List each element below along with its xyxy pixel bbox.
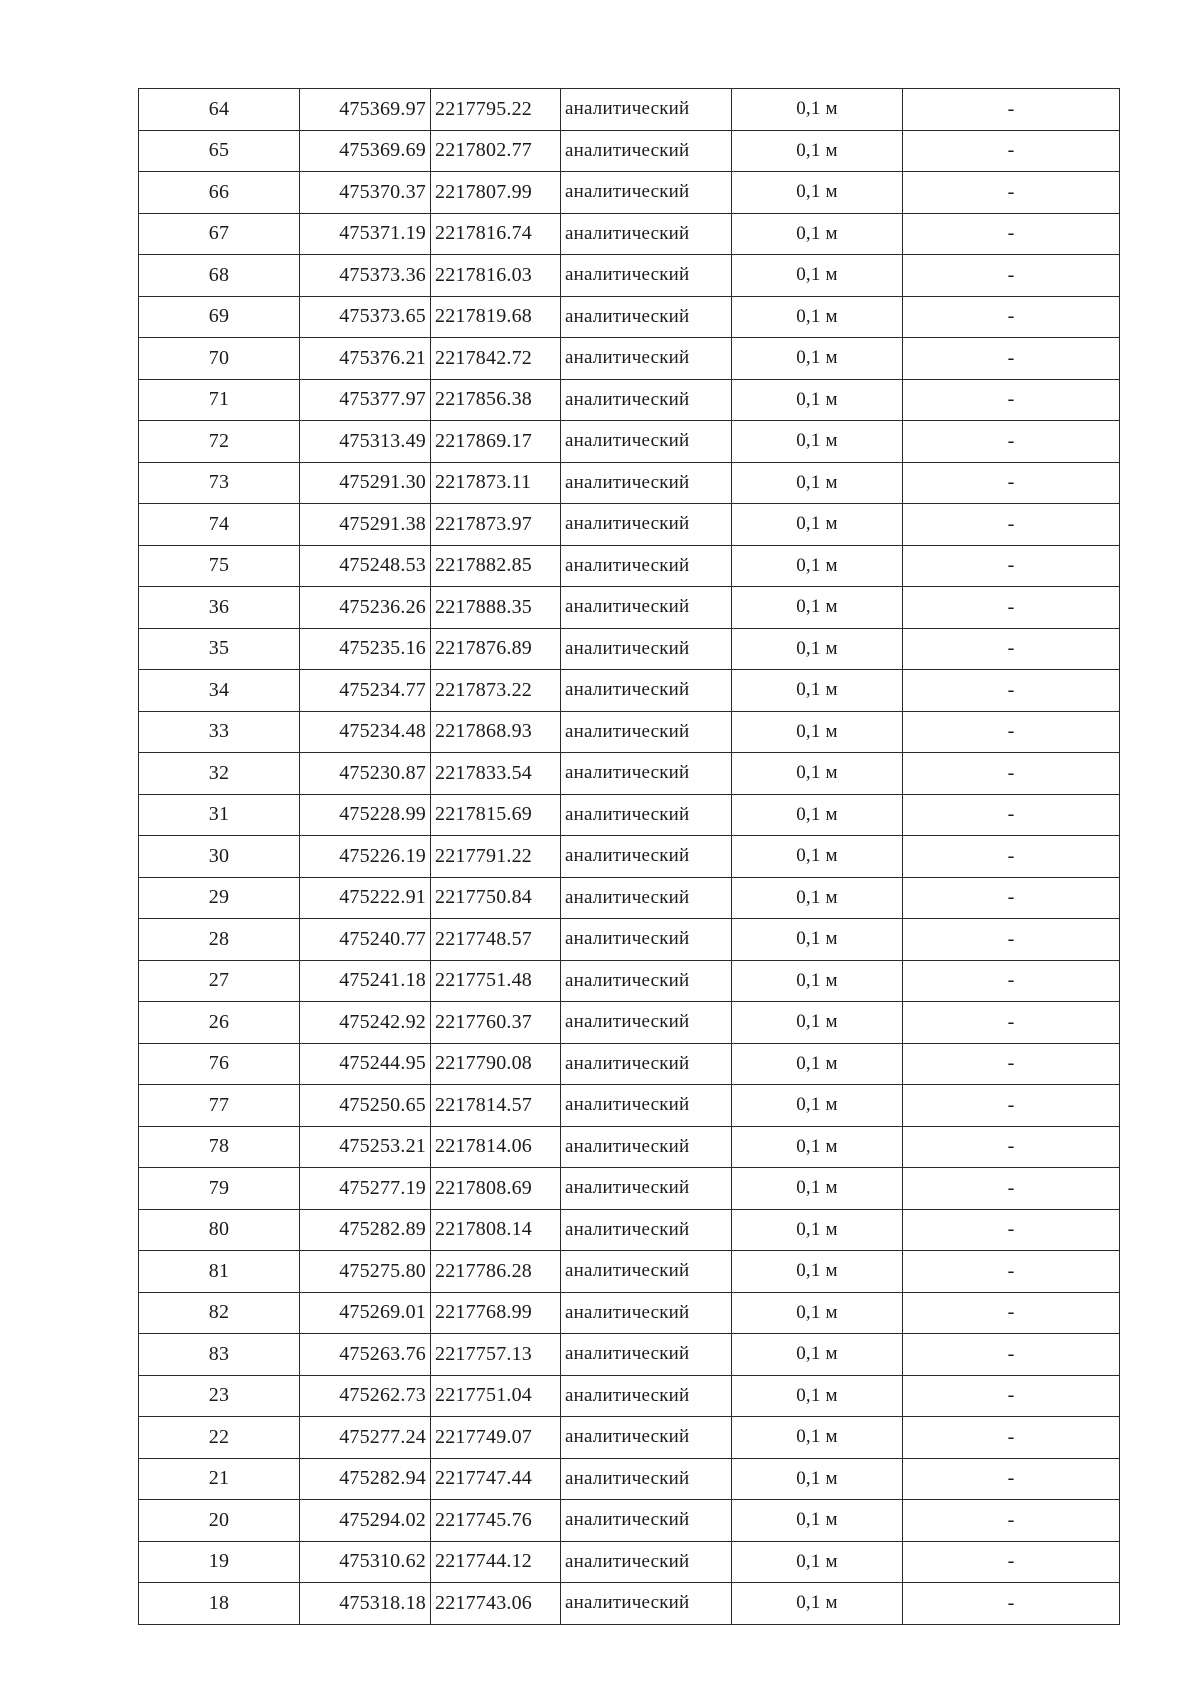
- method-cell: аналитический: [561, 89, 732, 131]
- point-number-cell: 83: [139, 1334, 300, 1376]
- x-coordinate-cell: 475369.69: [300, 130, 431, 172]
- x-coordinate-cell: 475370.37: [300, 172, 431, 214]
- y-coordinate-cell: 2217749.07: [431, 1417, 561, 1459]
- table-row: [139, 172, 1120, 214]
- accuracy-cell: 0,1 м: [732, 296, 903, 338]
- table-row: [139, 628, 1120, 670]
- table-row: [139, 711, 1120, 753]
- point-number-cell: 75: [139, 545, 300, 587]
- point-number-cell: 82: [139, 1292, 300, 1334]
- x-coordinate-cell: 475248.53: [300, 545, 431, 587]
- y-coordinate-cell: 2217747.44: [431, 1458, 561, 1500]
- y-coordinate-cell: 2217760.37: [431, 1002, 561, 1044]
- description-cell: -: [903, 1334, 1120, 1376]
- x-coordinate-cell: 475253.21: [300, 1126, 431, 1168]
- table-row: [139, 89, 1120, 131]
- point-number-cell: 22: [139, 1417, 300, 1459]
- accuracy-cell: 0,1 м: [732, 1500, 903, 1542]
- y-coordinate-cell: 2217814.06: [431, 1126, 561, 1168]
- point-number-cell: 21: [139, 1458, 300, 1500]
- y-coordinate-cell: 2217868.93: [431, 711, 561, 753]
- description-cell: -: [903, 753, 1120, 795]
- table-row: [139, 1209, 1120, 1251]
- method-cell: аналитический: [561, 1168, 732, 1210]
- description-cell: -: [903, 504, 1120, 546]
- table-row: [139, 753, 1120, 795]
- description-cell: -: [903, 1002, 1120, 1044]
- coordinates-table: [138, 88, 1120, 1625]
- method-cell: аналитический: [561, 172, 732, 214]
- description-cell: -: [903, 794, 1120, 836]
- accuracy-cell: 0,1 м: [732, 1002, 903, 1044]
- description-cell: -: [903, 877, 1120, 919]
- table-row: [139, 1500, 1120, 1542]
- x-coordinate-cell: 475371.19: [300, 213, 431, 255]
- description-cell: -: [903, 462, 1120, 504]
- accuracy-cell: 0,1 м: [732, 213, 903, 255]
- table-row: [139, 1126, 1120, 1168]
- description-cell: -: [903, 213, 1120, 255]
- y-coordinate-cell: 2217807.99: [431, 172, 561, 214]
- accuracy-cell: 0,1 м: [732, 1583, 903, 1625]
- method-cell: аналитический: [561, 877, 732, 919]
- point-number-cell: 79: [139, 1168, 300, 1210]
- description-cell: -: [903, 1292, 1120, 1334]
- method-cell: аналитический: [561, 711, 732, 753]
- method-cell: аналитический: [561, 1209, 732, 1251]
- table-row: [139, 1002, 1120, 1044]
- y-coordinate-cell: 2217816.74: [431, 213, 561, 255]
- y-coordinate-cell: 2217856.38: [431, 379, 561, 421]
- table-row: [139, 794, 1120, 836]
- description-cell: -: [903, 1375, 1120, 1417]
- description-cell: -: [903, 1209, 1120, 1251]
- table-row: [139, 836, 1120, 878]
- method-cell: аналитический: [561, 504, 732, 546]
- method-cell: аналитический: [561, 296, 732, 338]
- point-number-cell: 33: [139, 711, 300, 753]
- description-cell: -: [903, 172, 1120, 214]
- accuracy-cell: 0,1 м: [732, 462, 903, 504]
- accuracy-cell: 0,1 м: [732, 628, 903, 670]
- y-coordinate-cell: 2217743.06: [431, 1583, 561, 1625]
- point-number-cell: 34: [139, 670, 300, 712]
- method-cell: аналитический: [561, 794, 732, 836]
- y-coordinate-cell: 2217814.57: [431, 1085, 561, 1127]
- x-coordinate-cell: 475369.97: [300, 89, 431, 131]
- x-coordinate-cell: 475373.36: [300, 255, 431, 297]
- method-cell: аналитический: [561, 213, 732, 255]
- x-coordinate-cell: 475230.87: [300, 753, 431, 795]
- accuracy-cell: 0,1 м: [732, 1209, 903, 1251]
- table-row: [139, 1043, 1120, 1085]
- method-cell: аналитический: [561, 1417, 732, 1459]
- y-coordinate-cell: 2217795.22: [431, 89, 561, 131]
- method-cell: аналитический: [561, 960, 732, 1002]
- x-coordinate-cell: 475244.95: [300, 1043, 431, 1085]
- table-row: [139, 462, 1120, 504]
- x-coordinate-cell: 475291.30: [300, 462, 431, 504]
- point-number-cell: 31: [139, 794, 300, 836]
- point-number-cell: 65: [139, 130, 300, 172]
- table-row: [139, 1583, 1120, 1625]
- point-number-cell: 66: [139, 172, 300, 214]
- accuracy-cell: 0,1 м: [732, 960, 903, 1002]
- accuracy-cell: 0,1 м: [732, 255, 903, 297]
- table-row: [139, 877, 1120, 919]
- method-cell: аналитический: [561, 379, 732, 421]
- point-number-cell: 67: [139, 213, 300, 255]
- accuracy-cell: 0,1 м: [732, 130, 903, 172]
- table-row: [139, 213, 1120, 255]
- table-row: [139, 1375, 1120, 1417]
- x-coordinate-cell: 475236.26: [300, 587, 431, 629]
- point-number-cell: 76: [139, 1043, 300, 1085]
- accuracy-cell: 0,1 м: [732, 1458, 903, 1500]
- point-number-cell: 72: [139, 421, 300, 463]
- table-row: [139, 379, 1120, 421]
- point-number-cell: 32: [139, 753, 300, 795]
- table-row: [139, 670, 1120, 712]
- method-cell: аналитический: [561, 836, 732, 878]
- accuracy-cell: 0,1 м: [732, 587, 903, 629]
- method-cell: аналитический: [561, 1375, 732, 1417]
- x-coordinate-cell: 475277.24: [300, 1417, 431, 1459]
- table-row: [139, 1085, 1120, 1127]
- x-coordinate-cell: 475275.80: [300, 1251, 431, 1293]
- table-row: [139, 130, 1120, 172]
- y-coordinate-cell: 2217873.11: [431, 462, 561, 504]
- x-coordinate-cell: 475313.49: [300, 421, 431, 463]
- table-row: [139, 1541, 1120, 1583]
- accuracy-cell: 0,1 м: [732, 1126, 903, 1168]
- description-cell: -: [903, 1168, 1120, 1210]
- x-coordinate-cell: 475282.94: [300, 1458, 431, 1500]
- y-coordinate-cell: 2217819.68: [431, 296, 561, 338]
- accuracy-cell: 0,1 м: [732, 794, 903, 836]
- table-row: [139, 255, 1120, 297]
- y-coordinate-cell: 2217791.22: [431, 836, 561, 878]
- y-coordinate-cell: 2217815.69: [431, 794, 561, 836]
- method-cell: аналитический: [561, 1126, 732, 1168]
- description-cell: -: [903, 379, 1120, 421]
- x-coordinate-cell: 475241.18: [300, 960, 431, 1002]
- description-cell: -: [903, 255, 1120, 297]
- x-coordinate-cell: 475376.21: [300, 338, 431, 380]
- y-coordinate-cell: 2217768.99: [431, 1292, 561, 1334]
- point-number-cell: 80: [139, 1209, 300, 1251]
- accuracy-cell: 0,1 м: [732, 753, 903, 795]
- description-cell: -: [903, 960, 1120, 1002]
- table-row: [139, 338, 1120, 380]
- point-number-cell: 29: [139, 877, 300, 919]
- point-number-cell: 23: [139, 1375, 300, 1417]
- method-cell: аналитический: [561, 1541, 732, 1583]
- accuracy-cell: 0,1 м: [732, 711, 903, 753]
- description-cell: -: [903, 628, 1120, 670]
- description-cell: -: [903, 89, 1120, 131]
- x-coordinate-cell: 475242.92: [300, 1002, 431, 1044]
- point-number-cell: 18: [139, 1583, 300, 1625]
- x-coordinate-cell: 475318.18: [300, 1583, 431, 1625]
- method-cell: аналитический: [561, 545, 732, 587]
- accuracy-cell: 0,1 м: [732, 836, 903, 878]
- accuracy-cell: 0,1 м: [732, 1417, 903, 1459]
- table-row: [139, 1334, 1120, 1376]
- x-coordinate-cell: 475291.38: [300, 504, 431, 546]
- method-cell: аналитический: [561, 753, 732, 795]
- x-coordinate-cell: 475240.77: [300, 919, 431, 961]
- point-number-cell: 70: [139, 338, 300, 380]
- accuracy-cell: 0,1 м: [732, 670, 903, 712]
- point-number-cell: 68: [139, 255, 300, 297]
- table-row: [139, 1417, 1120, 1459]
- point-number-cell: 26: [139, 1002, 300, 1044]
- table-row: [139, 919, 1120, 961]
- y-coordinate-cell: 2217888.35: [431, 587, 561, 629]
- method-cell: аналитический: [561, 1043, 732, 1085]
- description-cell: -: [903, 1251, 1120, 1293]
- y-coordinate-cell: 2217757.13: [431, 1334, 561, 1376]
- x-coordinate-cell: 475277.19: [300, 1168, 431, 1210]
- y-coordinate-cell: 2217873.97: [431, 504, 561, 546]
- description-cell: -: [903, 1126, 1120, 1168]
- description-cell: -: [903, 919, 1120, 961]
- method-cell: аналитический: [561, 919, 732, 961]
- x-coordinate-cell: 475269.01: [300, 1292, 431, 1334]
- description-cell: -: [903, 421, 1120, 463]
- x-coordinate-cell: 475310.62: [300, 1541, 431, 1583]
- description-cell: -: [903, 587, 1120, 629]
- x-coordinate-cell: 475377.97: [300, 379, 431, 421]
- description-cell: -: [903, 836, 1120, 878]
- x-coordinate-cell: 475234.48: [300, 711, 431, 753]
- accuracy-cell: 0,1 м: [732, 877, 903, 919]
- description-cell: -: [903, 1043, 1120, 1085]
- y-coordinate-cell: 2217808.14: [431, 1209, 561, 1251]
- method-cell: аналитический: [561, 1583, 732, 1625]
- description-cell: -: [903, 711, 1120, 753]
- table-row: [139, 421, 1120, 463]
- accuracy-cell: 0,1 м: [732, 1334, 903, 1376]
- y-coordinate-cell: 2217790.08: [431, 1043, 561, 1085]
- description-cell: -: [903, 130, 1120, 172]
- y-coordinate-cell: 2217744.12: [431, 1541, 561, 1583]
- y-coordinate-cell: 2217751.48: [431, 960, 561, 1002]
- x-coordinate-cell: 475262.73: [300, 1375, 431, 1417]
- method-cell: аналитический: [561, 1334, 732, 1376]
- method-cell: аналитический: [561, 1085, 732, 1127]
- description-cell: -: [903, 545, 1120, 587]
- accuracy-cell: 0,1 м: [732, 379, 903, 421]
- method-cell: аналитический: [561, 1251, 732, 1293]
- x-coordinate-cell: 475373.65: [300, 296, 431, 338]
- accuracy-cell: 0,1 м: [732, 504, 903, 546]
- method-cell: аналитический: [561, 130, 732, 172]
- y-coordinate-cell: 2217745.76: [431, 1500, 561, 1542]
- y-coordinate-cell: 2217786.28: [431, 1251, 561, 1293]
- accuracy-cell: 0,1 м: [732, 1251, 903, 1293]
- table-row: [139, 1168, 1120, 1210]
- description-cell: -: [903, 1417, 1120, 1459]
- point-number-cell: 36: [139, 587, 300, 629]
- method-cell: аналитический: [561, 421, 732, 463]
- y-coordinate-cell: 2217816.03: [431, 255, 561, 297]
- point-number-cell: 71: [139, 379, 300, 421]
- point-number-cell: 69: [139, 296, 300, 338]
- method-cell: аналитический: [561, 1292, 732, 1334]
- accuracy-cell: 0,1 м: [732, 338, 903, 380]
- description-cell: -: [903, 1500, 1120, 1542]
- table-row: [139, 504, 1120, 546]
- y-coordinate-cell: 2217876.89: [431, 628, 561, 670]
- accuracy-cell: 0,1 м: [732, 1043, 903, 1085]
- point-number-cell: 20: [139, 1500, 300, 1542]
- table-row: [139, 296, 1120, 338]
- method-cell: аналитический: [561, 670, 732, 712]
- x-coordinate-cell: 475226.19: [300, 836, 431, 878]
- y-coordinate-cell: 2217748.57: [431, 919, 561, 961]
- method-cell: аналитический: [561, 628, 732, 670]
- method-cell: аналитический: [561, 255, 732, 297]
- x-coordinate-cell: 475235.16: [300, 628, 431, 670]
- accuracy-cell: 0,1 м: [732, 1168, 903, 1210]
- y-coordinate-cell: 2217842.72: [431, 338, 561, 380]
- table-row: [139, 545, 1120, 587]
- point-number-cell: 35: [139, 628, 300, 670]
- coordinates-table-body: [139, 89, 1120, 1625]
- y-coordinate-cell: 2217802.77: [431, 130, 561, 172]
- x-coordinate-cell: 475228.99: [300, 794, 431, 836]
- accuracy-cell: 0,1 м: [732, 172, 903, 214]
- table-row: [139, 587, 1120, 629]
- y-coordinate-cell: 2217808.69: [431, 1168, 561, 1210]
- y-coordinate-cell: 2217869.17: [431, 421, 561, 463]
- accuracy-cell: 0,1 м: [732, 545, 903, 587]
- y-coordinate-cell: 2217873.22: [431, 670, 561, 712]
- point-number-cell: 64: [139, 89, 300, 131]
- y-coordinate-cell: 2217882.85: [431, 545, 561, 587]
- description-cell: -: [903, 1541, 1120, 1583]
- point-number-cell: 28: [139, 919, 300, 961]
- point-number-cell: 30: [139, 836, 300, 878]
- description-cell: -: [903, 1085, 1120, 1127]
- table-row: [139, 1458, 1120, 1500]
- point-number-cell: 27: [139, 960, 300, 1002]
- accuracy-cell: 0,1 м: [732, 1085, 903, 1127]
- point-number-cell: 19: [139, 1541, 300, 1583]
- method-cell: аналитический: [561, 1002, 732, 1044]
- point-number-cell: 78: [139, 1126, 300, 1168]
- table-row: [139, 1292, 1120, 1334]
- point-number-cell: 73: [139, 462, 300, 504]
- point-number-cell: 81: [139, 1251, 300, 1293]
- description-cell: -: [903, 338, 1120, 380]
- x-coordinate-cell: 475294.02: [300, 1500, 431, 1542]
- table-row: [139, 960, 1120, 1002]
- method-cell: аналитический: [561, 462, 732, 504]
- x-coordinate-cell: 475234.77: [300, 670, 431, 712]
- table-row: [139, 1251, 1120, 1293]
- x-coordinate-cell: 475282.89: [300, 1209, 431, 1251]
- accuracy-cell: 0,1 м: [732, 919, 903, 961]
- description-cell: -: [903, 1458, 1120, 1500]
- accuracy-cell: 0,1 м: [732, 1375, 903, 1417]
- y-coordinate-cell: 2217750.84: [431, 877, 561, 919]
- point-number-cell: 74: [139, 504, 300, 546]
- accuracy-cell: 0,1 м: [732, 1541, 903, 1583]
- method-cell: аналитический: [561, 338, 732, 380]
- method-cell: аналитический: [561, 587, 732, 629]
- method-cell: аналитический: [561, 1458, 732, 1500]
- y-coordinate-cell: 2217833.54: [431, 753, 561, 795]
- accuracy-cell: 0,1 м: [732, 1292, 903, 1334]
- x-coordinate-cell: 475250.65: [300, 1085, 431, 1127]
- accuracy-cell: 0,1 м: [732, 421, 903, 463]
- accuracy-cell: 0,1 м: [732, 89, 903, 131]
- method-cell: аналитический: [561, 1500, 732, 1542]
- y-coordinate-cell: 2217751.04: [431, 1375, 561, 1417]
- point-number-cell: 77: [139, 1085, 300, 1127]
- description-cell: -: [903, 1583, 1120, 1625]
- description-cell: -: [903, 670, 1120, 712]
- description-cell: -: [903, 296, 1120, 338]
- x-coordinate-cell: 475222.91: [300, 877, 431, 919]
- x-coordinate-cell: 475263.76: [300, 1334, 431, 1376]
